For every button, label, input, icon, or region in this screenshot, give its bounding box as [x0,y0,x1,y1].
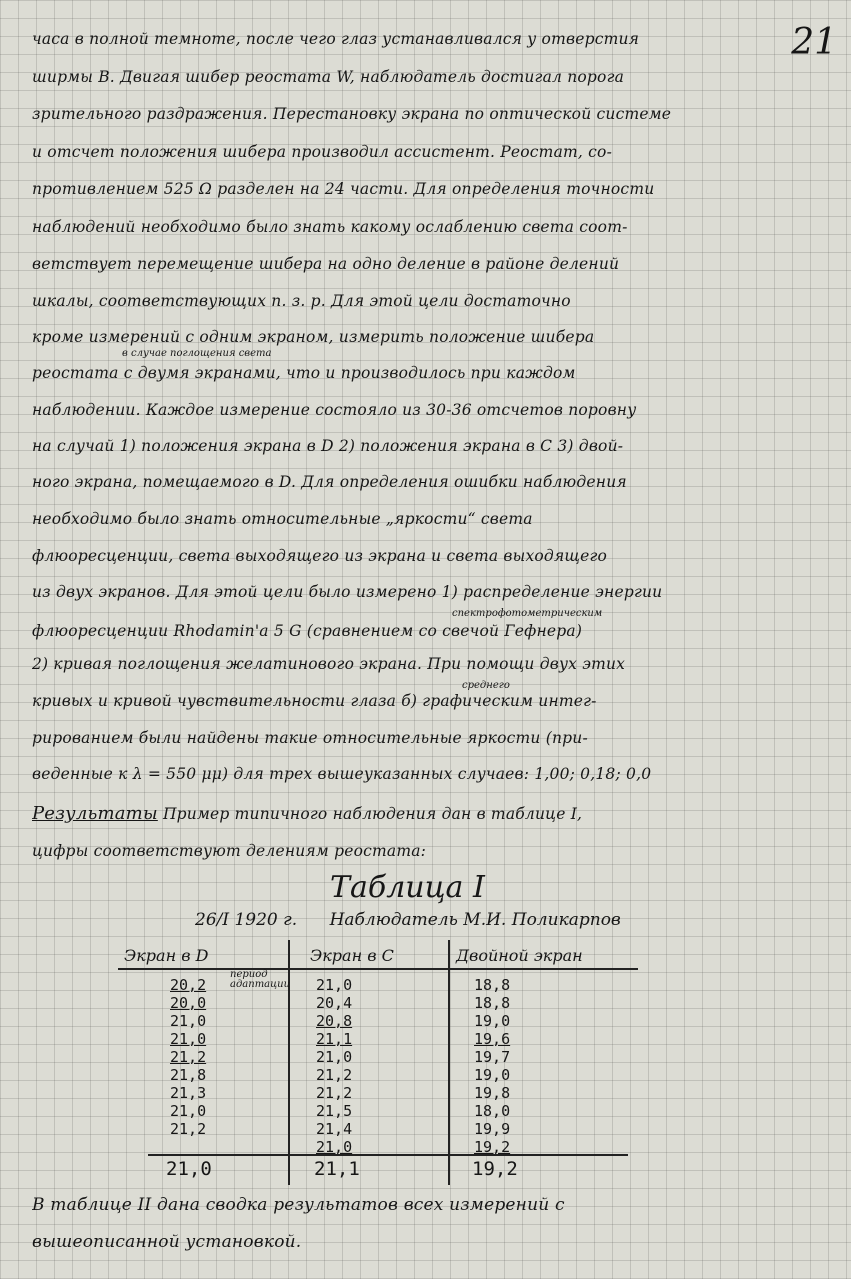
text-line: реостата с двумя экранами, что и производилось при каждом [32,364,576,382]
text-line: наблюдений необходимо было знать какому ослаблению света соот- [32,218,628,236]
table-cell: 20,2 [170,976,207,994]
text-line: веденные к λ = 550 μμ) для трех вышеуказанных случаев: 1,00; 0,18; 0,0 [32,765,652,783]
observation-table [118,940,648,1185]
table-observer: Наблюдатель М.И. Поликарпов [329,910,621,930]
table-cell: 21,5 [316,1102,353,1120]
table-cell: 19,6 [474,1030,511,1048]
column-header-c: Экран в C [310,946,394,965]
total-double: 19,2 [472,1158,518,1180]
table-cell: 20,8 [316,1012,353,1030]
text-line: необходимо было знать относительные „яркости“ света [32,510,533,528]
text-line: кроме измерений с одним экраном, измерить положение шибера [32,328,595,346]
results-line [32,803,822,824]
table-cell: 19,8 [474,1084,511,1102]
column-c-values [316,976,352,1156]
column-divider [448,940,450,1185]
results-text: Пример типичного наблюдения дан в таблице I, [162,805,583,823]
text-line: и отсчет положения шибера производил ассистент. Реостат, со- [32,143,613,161]
interlinear-note: среднего [462,680,510,691]
interlinear-note: спектрофотометрическим [452,608,603,619]
text-line: наблюдении. Каждое измерение состояло из 30-36 отсчетов поровну [32,401,637,419]
header-rule [118,968,638,970]
text-line: флюоресценции Rhodamin'a 5 G (сравнением со свечой Гефнера) [32,622,583,640]
table-cell: 19,0 [474,1066,511,1084]
results-heading: Результаты [32,803,158,824]
table-cell: 21,2 [170,1048,207,1066]
table-date: 26/I 1920 г. [195,910,298,930]
table-cell: 20,0 [170,994,207,1012]
column-header-double: Двойной экран [456,946,583,965]
table-cell: 18,8 [474,994,511,1012]
total-d: 21,0 [166,1158,212,1180]
column-double-values [474,976,510,1156]
table-cell: 18,0 [474,1102,511,1120]
text-line: 2) кривая поглощения желатинового экрана. При помощи двух этих [32,655,626,673]
text-line: кривых и кривой чувствительности глаза б) графическим интег- [32,692,597,710]
text-line: из двух экранов. Для этой цели было измерено 1) распределение энергии [32,583,663,601]
text-line: шкалы, соответствующих п. з. р. Для этой цели достаточно [32,292,571,310]
text-line: В таблице II дана сводка результатов всех измерений с [32,1195,565,1215]
column-header-d: Экран в D [124,946,209,965]
table-cell: 19,0 [474,1012,511,1030]
table-cell: 21,0 [316,976,353,994]
table-cell: 19,9 [474,1120,511,1138]
text-line: ширмы B. Двигая шибер реостата W, наблюдатель достигал порога [32,68,625,86]
adaptation-note: период адаптации [230,969,291,990]
table-cell: 21,1 [316,1030,353,1048]
text-line: ного экрана, помещаемого в D. Для определения ошибки наблюдения [32,473,627,491]
table-cell: 21,0 [170,1012,207,1030]
table-cell: 21,2 [170,1120,207,1138]
text-line: флюоресценции, света выходящего из экрана и света выходящего [32,547,608,565]
table-cell: 21,8 [170,1066,207,1084]
text-line: рированием были найдены такие относительные яркости (при- [32,729,588,747]
text-line: противлением 525 Ω разделен на 24 части. Для определения точности [32,180,655,198]
total-c: 21,1 [314,1158,360,1180]
table-cell: 20,4 [316,994,353,1012]
table-cell: 19,2 [474,1138,511,1156]
totals-rule [148,1154,628,1156]
page-number: 21 [791,22,837,63]
interlinear-note: в случае поглощения света [122,348,272,359]
column-d-values [170,976,206,1138]
text-line: цифры соответствуют делениям реостата: [32,842,427,860]
table-cell: 18,8 [474,976,511,994]
table-cell: 21,3 [170,1084,207,1102]
table-cell: 19,7 [474,1048,511,1066]
table-cell: 21,2 [316,1066,353,1084]
table-cell: 21,0 [170,1102,207,1120]
table-cell: 21,0 [316,1048,353,1066]
table-cell: 21,4 [316,1120,353,1138]
table-cell: 21,2 [316,1084,353,1102]
table-title: Таблица I [330,870,485,905]
text-line: ветствует перемещение шибера на одно деление в районе делений [32,255,620,273]
text-line: зрительного раздражения. Перестановку экрана по оптической системе [32,105,672,123]
text-line: на случай 1) положения экрана в D 2) положения экрана в C 3) двой- [32,437,624,455]
text-line: вышеописанной установкой. [32,1232,302,1252]
table-cell: 21,0 [316,1138,353,1156]
table-cell: 21,0 [170,1030,207,1048]
table-caption [195,910,621,930]
text-line: часа в полной темноте, после чего глаз устанавливался у отверстия [32,30,640,48]
